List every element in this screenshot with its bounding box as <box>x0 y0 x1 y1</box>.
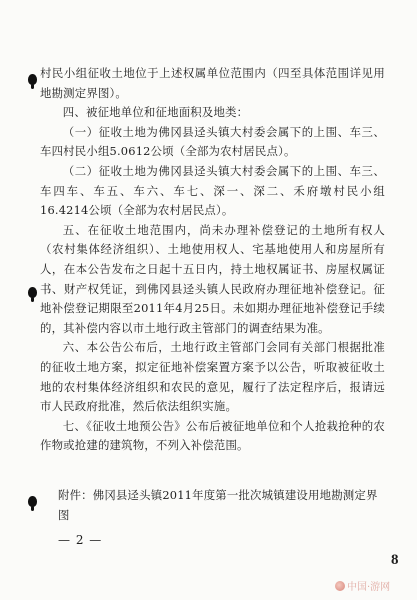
corner-page-number: 8 <box>391 552 399 568</box>
paragraph-section-7: 七、《征收土地预公告》公布后被征地单位和个人抢栽抢种的农作物或抢建的建筑物，不列入补偿范围。 <box>40 418 385 453</box>
paragraph-section-4: 四、被征地单位和征地面积及地类： <box>62 105 249 120</box>
paragraph-section-6: 六、本公告公布后，土地行政主管部门会同有关部门根据批准的征收土地方案，拟定征地补偿案置方案予以公告，听取被征收土地的农村集体经济组织和农民的意见，履行了法定程序后，报请远市人民政府批准，然后依法组织实施。 <box>40 340 385 414</box>
binding-hole-mark-top <box>28 74 37 85</box>
paragraph-continuation: 村民小组征收土地位于上述权属单位范围内（四至具体范围详见用地勘测定界图）。 <box>40 66 385 100</box>
paragraph-item-1: （一）征收土地为佛冈县迳头镇大村委会属下的上围、车三、车四村民小组5.0612公顷（全部为农村居民点）。 <box>40 124 385 159</box>
watermark-logo-icon <box>335 581 345 591</box>
paragraph-section-5: 五、在征收土地范围内，尚未办理补偿登记的土地所有权人（农村集体经济组织）、土地使用权人、宅基地使用人和房屋所有人，在本公告发布之日起十五日内，持土地权属证书、房屋权属证书、财产权凭证，到佛冈县迳头镇人民政府办理征地补偿登记。征地补偿登记期限至2011年4月25日。未如期办理征地补偿登记手续的，其补偿内容以市土地行政主管部门的调查结果为准。 <box>40 222 385 335</box>
paragraph-item-2: （二）征收土地为佛冈县迳头镇大村委会属下的上围、车三、车四车、车五、车六、车七、深一、深二、禾府墩村民小组16.4214公顷（全部为农村居民点）。 <box>40 163 385 218</box>
binding-hole-mark-middle <box>28 287 37 298</box>
attachment-note: 附件：佛冈县迳头镇2011年度第一批次城镇建设用地勘测定界图 <box>58 488 378 522</box>
binding-hole-mark-bottom <box>28 496 37 507</box>
watermark-text: 中国·游网 <box>347 582 391 593</box>
page-number: — 2 — <box>58 533 103 547</box>
document-body <box>40 64 385 456</box>
site-watermark <box>335 578 390 593</box>
